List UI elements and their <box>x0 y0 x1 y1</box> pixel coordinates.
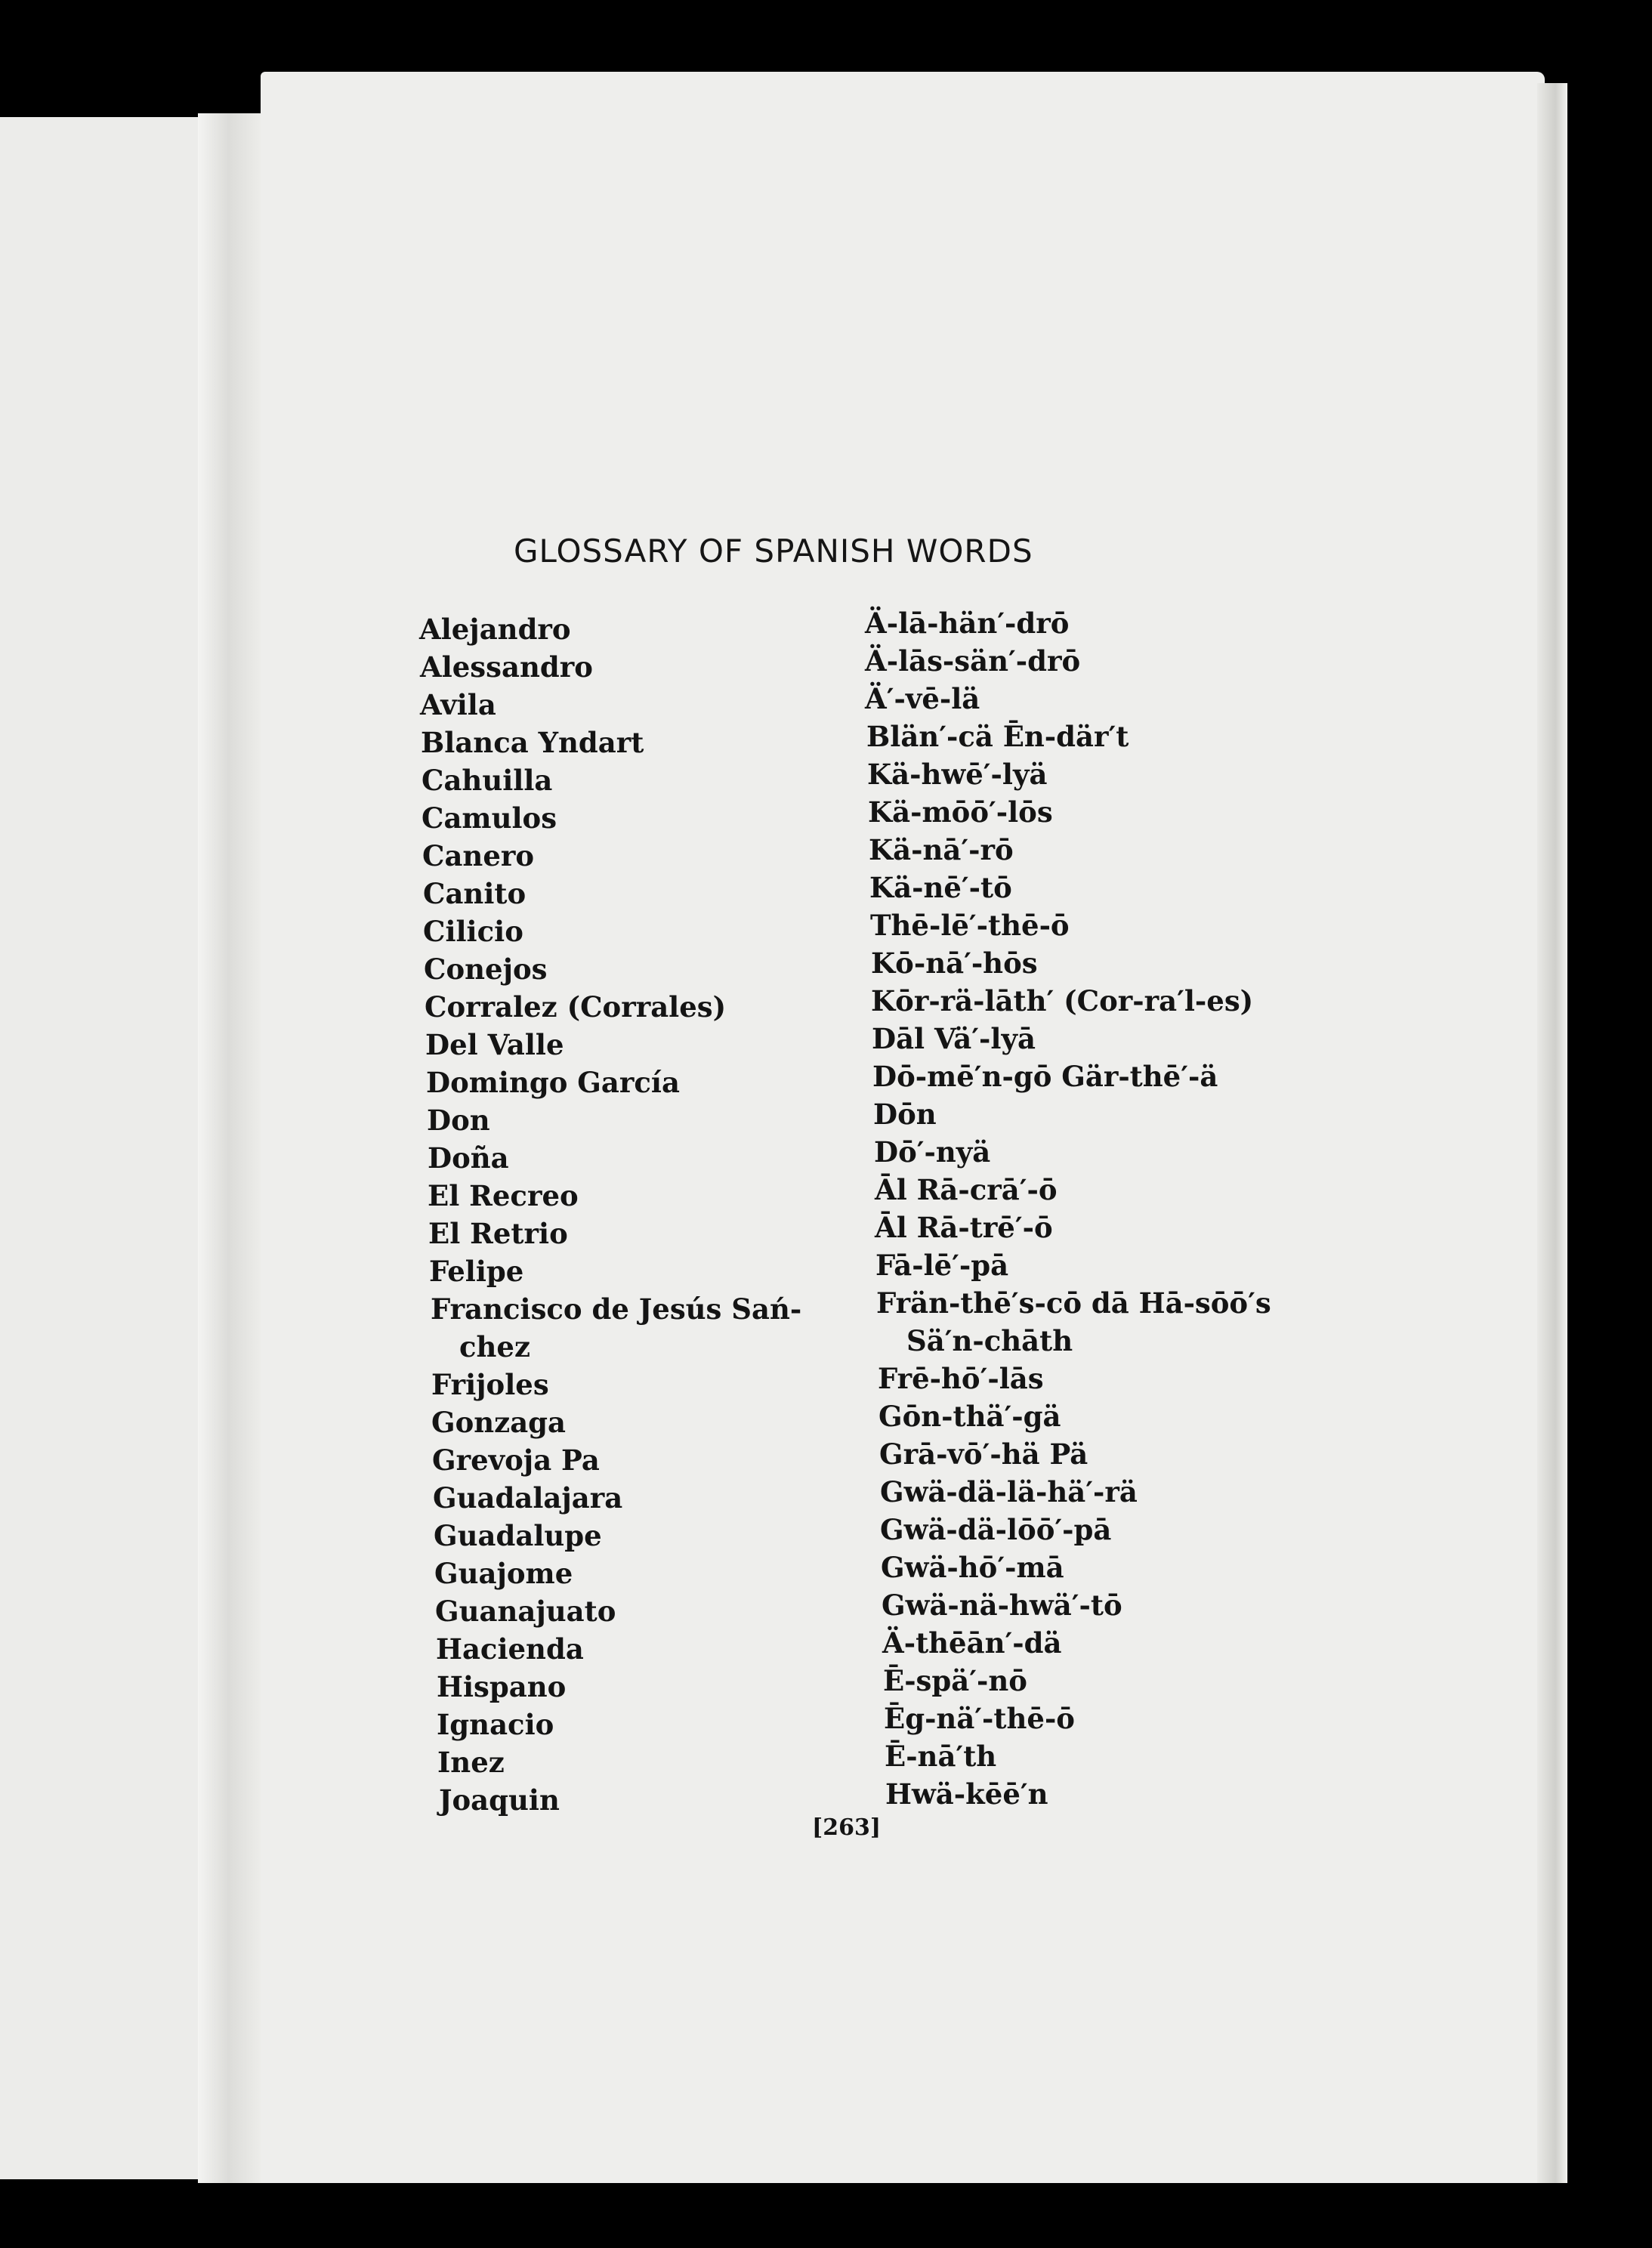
glossary-term: Ignacio <box>437 1708 554 1741</box>
glossary-term: Alessandro <box>420 650 593 684</box>
glossary-term: Guadalajara <box>433 1481 623 1515</box>
glossary-pronunciation: Ē-nā′th <box>885 1740 997 1773</box>
glossary-pronunciation: Frän-thē′s-cō dā Hā-sōō′s <box>876 1286 1271 1320</box>
glossary-term: Cahuilla <box>421 764 553 797</box>
glossary-pronunciation: Gwä-nä-hwä′-tō <box>882 1589 1122 1622</box>
glossary-pronunciation: Gōn-thä′-gä <box>878 1400 1061 1433</box>
glossary-pronunciation: Kō-nā′-hōs <box>871 946 1038 980</box>
glossary-term: Felipe <box>429 1255 524 1288</box>
glossary-term: Grevoja Pa <box>432 1444 600 1477</box>
glossary-term: Guajome <box>434 1557 573 1590</box>
glossary-pronunciation: Ä-lā-hän′-drō <box>865 607 1070 640</box>
glossary-pronunciation: Gwä-dä-lōō′-pā <box>880 1513 1112 1546</box>
glossary-term: Canito <box>423 877 526 910</box>
glossary-term: Del Valle <box>425 1028 564 1061</box>
glossary-pronunciation: Ēg-nä′-thē-ō <box>884 1702 1075 1735</box>
glossary-pronunciation: Dōn <box>873 1098 937 1131</box>
glossary-term: Hispano <box>437 1670 567 1703</box>
glossary-term: Domingo García <box>426 1066 680 1099</box>
glossary-pronunciation: Dō′-nyä <box>874 1135 991 1169</box>
glossary-term: Cilicio <box>423 915 523 948</box>
glossary-pronunciation: Āl Rā-trē′-ō <box>875 1211 1053 1244</box>
glossary-term: El Recreo <box>428 1179 579 1212</box>
glossary-term: Canero <box>422 839 535 872</box>
glossary-pronunciation: Kä-mōō′-lōs <box>868 795 1053 829</box>
glossary-pronunciation: Kōr-rä-lāth′ (Cor-ra′l-es) <box>871 984 1254 1017</box>
glossary-term: Inez <box>437 1746 505 1779</box>
glossary-pronunciation: Grā-vō′-hä Pä <box>879 1437 1088 1471</box>
glossary-pronunciation: Fā-lē′-pā <box>875 1249 1009 1282</box>
glossary-term: Guadalupe <box>434 1519 602 1552</box>
glossary-pronunciation: Dāl Vä′-lyā <box>872 1022 1036 1055</box>
glossary-pronunciation: Ē-spä′-nō <box>883 1664 1027 1697</box>
glossary-term: Hacienda <box>436 1632 584 1666</box>
glossary-pronunciation: Gwä-hō′-mā <box>881 1551 1064 1584</box>
glossary-pronunciation: Kä-hwē′-lyä <box>867 758 1048 791</box>
glossary-term: chez <box>459 1330 530 1363</box>
glossary-term: Avila <box>420 688 496 721</box>
glossary-pronunciation: Sä′n-chāth <box>906 1324 1073 1357</box>
glossary-term: Gonzaga <box>431 1406 567 1439</box>
glossary-pronunciation: Thē-lē′-thē-ō <box>870 909 1070 942</box>
page-number: [263] <box>812 1814 882 1841</box>
glossary-pronunciation: Gwä-dä-lä-hä′-rä <box>880 1475 1138 1508</box>
glossary-term: Conejos <box>424 953 548 986</box>
glossary-pronunciation: Dō-mē′n-gō Gär-thē′-ä <box>872 1060 1218 1093</box>
glossary-pronunciation: Kä-nā′-rō <box>869 833 1014 866</box>
glossary-pronunciation: Blän′-cä Ēn-där′t <box>866 720 1129 753</box>
glossary-pronunciation: Ä-lās-sän′-drō <box>865 644 1081 678</box>
glossary-term: Doña <box>428 1141 509 1175</box>
glossary-term: Don <box>427 1104 490 1137</box>
glossary-term: Corralez (Corrales) <box>425 990 727 1024</box>
glossary-term: Blanca Yndart <box>421 726 644 759</box>
glossary-term: Guanajuato <box>435 1595 616 1628</box>
glossary-pronunciation: Kä-nē′-tō <box>869 871 1012 904</box>
glossary-term: Joaquin <box>439 1783 560 1817</box>
glossary-pronunciation: Frē-hō′-lās <box>878 1362 1044 1395</box>
glossary-pronunciation: Ä-thēān′-dä <box>882 1626 1062 1660</box>
glossary-pronunciation: Ä′-vē-lä <box>865 682 980 715</box>
glossary-term: El Retrio <box>428 1217 568 1250</box>
glossary-term: Frijoles <box>431 1368 549 1401</box>
glossary-pronunciation: Hwä-kēē′n <box>885 1777 1048 1811</box>
glossary-heading: GLOSSARY OF SPANISH WORDS <box>514 533 1033 570</box>
glossary-term: Camulos <box>421 801 557 835</box>
glossary-term: Alejandro <box>419 613 571 646</box>
glossary-pronunciation: Āl Rā-crā′-ō <box>875 1173 1058 1206</box>
glossary-term: Francisco de Jesús Sań- <box>431 1292 802 1326</box>
